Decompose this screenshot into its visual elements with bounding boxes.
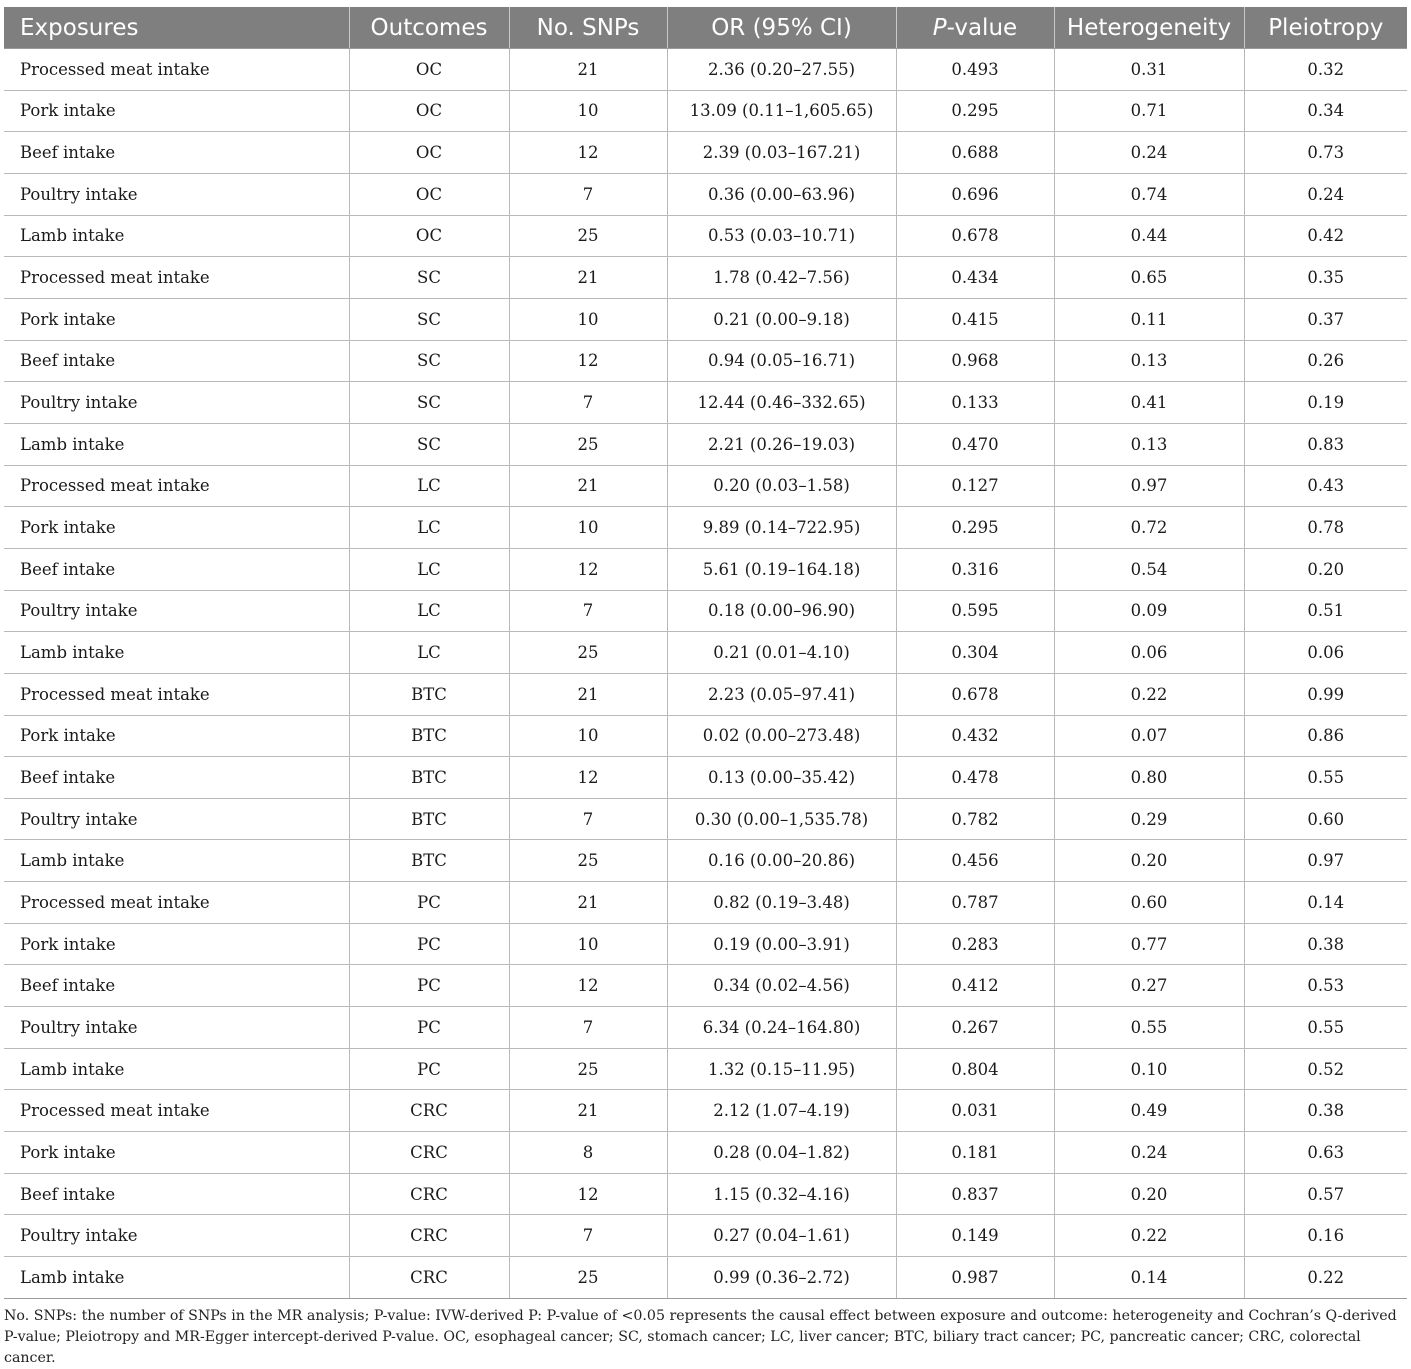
- cell-exposure: Lamb intake: [4, 215, 349, 257]
- cell-snps: 25: [509, 423, 667, 465]
- cell-outcome: CRC: [349, 1090, 509, 1132]
- cell-snps: 7: [509, 1215, 667, 1257]
- cell-heterogeneity: 0.29: [1054, 798, 1244, 840]
- cell-outcome: OC: [349, 49, 509, 91]
- cell-pleiotropy: 0.35: [1244, 257, 1407, 299]
- cell-p-value: 0.415: [896, 298, 1054, 340]
- cell-snps: 12: [509, 132, 667, 174]
- table-row: [4, 382, 1407, 424]
- cell-p-value: 0.987: [896, 1257, 1054, 1299]
- cell-heterogeneity: 0.24: [1054, 132, 1244, 174]
- cell-p-value: 0.031: [896, 1090, 1054, 1132]
- table-row: [4, 1132, 1407, 1174]
- cell-p-value: 0.304: [896, 632, 1054, 674]
- cell-heterogeneity: 0.31: [1054, 49, 1244, 91]
- cell-outcome: BTC: [349, 798, 509, 840]
- cell-heterogeneity: 0.11: [1054, 298, 1244, 340]
- cell-snps: 12: [509, 1173, 667, 1215]
- cell-heterogeneity: 0.24: [1054, 1132, 1244, 1174]
- cell-or-ci: 0.21 (0.00–9.18): [667, 298, 896, 340]
- cell-snps: 7: [509, 798, 667, 840]
- cell-outcome: LC: [349, 590, 509, 632]
- cell-outcome: PC: [349, 923, 509, 965]
- cell-heterogeneity: 0.09: [1054, 590, 1244, 632]
- cell-outcome: LC: [349, 465, 509, 507]
- cell-pleiotropy: 0.14: [1244, 882, 1407, 924]
- cell-outcome: PC: [349, 882, 509, 924]
- cell-snps: 10: [509, 507, 667, 549]
- cell-or-ci: 0.34 (0.02–4.56): [667, 965, 896, 1007]
- cell-pleiotropy: 0.97: [1244, 840, 1407, 882]
- table-row: [4, 465, 1407, 507]
- cell-snps: 25: [509, 632, 667, 674]
- cell-or-ci: 12.44 (0.46–332.65): [667, 382, 896, 424]
- cell-pleiotropy: 0.55: [1244, 757, 1407, 799]
- table-row: [4, 298, 1407, 340]
- cell-or-ci: 2.36 (0.20–27.55): [667, 49, 896, 91]
- cell-heterogeneity: 0.10: [1054, 1048, 1244, 1090]
- cell-snps: 25: [509, 1048, 667, 1090]
- cell-outcome: OC: [349, 132, 509, 174]
- cell-or-ci: 2.23 (0.05–97.41): [667, 673, 896, 715]
- cell-pleiotropy: 0.60: [1244, 798, 1407, 840]
- cell-heterogeneity: 0.41: [1054, 382, 1244, 424]
- cell-or-ci: 0.82 (0.19–3.48): [667, 882, 896, 924]
- cell-heterogeneity: 0.71: [1054, 90, 1244, 132]
- footnote-line-2: P-value; Pleiotropy and MR-Egger intercept-derived P-value. OC, esophageal cancer; SC, stomach cancer; LC, liver cancer; BTC, biliary tract cancer; PC, pancreatic cancer; CRC, colorectal cancer.: [4, 1328, 1361, 1366]
- cell-or-ci: 0.13 (0.00–35.42): [667, 757, 896, 799]
- table-row: [4, 798, 1407, 840]
- cell-exposure: Pork intake: [4, 507, 349, 549]
- table-row: [4, 632, 1407, 674]
- cell-exposure: Pork intake: [4, 90, 349, 132]
- table-row: [4, 882, 1407, 924]
- cell-exposure: Lamb intake: [4, 1257, 349, 1299]
- cell-or-ci: 0.21 (0.01–4.10): [667, 632, 896, 674]
- cell-p-value: 0.434: [896, 257, 1054, 299]
- cell-outcome: BTC: [349, 673, 509, 715]
- table-row: [4, 507, 1407, 549]
- cell-outcome: SC: [349, 340, 509, 382]
- cell-outcome: CRC: [349, 1257, 509, 1299]
- table-row: [4, 923, 1407, 965]
- cell-exposure: Beef intake: [4, 340, 349, 382]
- cell-pleiotropy: 0.37: [1244, 298, 1407, 340]
- cell-p-value: 0.295: [896, 90, 1054, 132]
- cell-snps: 7: [509, 1007, 667, 1049]
- cell-heterogeneity: 0.54: [1054, 548, 1244, 590]
- cell-exposure: Pork intake: [4, 298, 349, 340]
- cell-heterogeneity: 0.22: [1054, 1215, 1244, 1257]
- mr-results-table: [4, 7, 1407, 1299]
- cell-pleiotropy: 0.22: [1244, 1257, 1407, 1299]
- cell-snps: 12: [509, 548, 667, 590]
- header-exposures[interactable]: Exposures: [4, 7, 349, 49]
- cell-or-ci: 0.16 (0.00–20.86): [667, 840, 896, 882]
- cell-p-value: 0.432: [896, 715, 1054, 757]
- results-table-container: [4, 7, 1407, 1369]
- cell-p-value: 0.968: [896, 340, 1054, 382]
- cell-exposure: Lamb intake: [4, 423, 349, 465]
- header-p-value[interactable]: [896, 7, 1054, 49]
- cell-pleiotropy: 0.63: [1244, 1132, 1407, 1174]
- cell-p-value: 0.295: [896, 507, 1054, 549]
- cell-or-ci: 0.27 (0.04–1.61): [667, 1215, 896, 1257]
- cell-p-value: 0.149: [896, 1215, 1054, 1257]
- cell-or-ci: 0.02 (0.00–273.48): [667, 715, 896, 757]
- cell-heterogeneity: 0.06: [1054, 632, 1244, 674]
- cell-p-value: 0.493: [896, 49, 1054, 91]
- cell-or-ci: 0.94 (0.05–16.71): [667, 340, 896, 382]
- header-outcomes[interactable]: Outcomes: [349, 7, 509, 49]
- cell-p-value: 0.782: [896, 798, 1054, 840]
- cell-heterogeneity: 0.27: [1054, 965, 1244, 1007]
- cell-exposure: Lamb intake: [4, 1048, 349, 1090]
- cell-outcome: PC: [349, 965, 509, 1007]
- cell-p-value: 0.688: [896, 132, 1054, 174]
- table-row: [4, 757, 1407, 799]
- cell-or-ci: 2.21 (0.26–19.03): [667, 423, 896, 465]
- cell-p-value: 0.696: [896, 173, 1054, 215]
- cell-pleiotropy: 0.52: [1244, 1048, 1407, 1090]
- cell-p-value: 0.456: [896, 840, 1054, 882]
- cell-or-ci: 5.61 (0.19–164.18): [667, 548, 896, 590]
- header-or[interactable]: OR (95% CI): [667, 7, 896, 49]
- header-p-italic: P: [932, 14, 947, 41]
- cell-p-value: 0.412: [896, 965, 1054, 1007]
- cell-snps: 8: [509, 1132, 667, 1174]
- cell-snps: 25: [509, 1257, 667, 1299]
- cell-heterogeneity: 0.07: [1054, 715, 1244, 757]
- cell-snps: 21: [509, 49, 667, 91]
- cell-outcome: LC: [349, 507, 509, 549]
- cell-snps: 21: [509, 673, 667, 715]
- cell-p-value: 0.804: [896, 1048, 1054, 1090]
- cell-heterogeneity: 0.60: [1054, 882, 1244, 924]
- cell-pleiotropy: 0.43: [1244, 465, 1407, 507]
- cell-or-ci: 2.12 (1.07–4.19): [667, 1090, 896, 1132]
- cell-p-value: 0.127: [896, 465, 1054, 507]
- cell-outcome: LC: [349, 548, 509, 590]
- cell-pleiotropy: 0.38: [1244, 923, 1407, 965]
- cell-pleiotropy: 0.83: [1244, 423, 1407, 465]
- table-header-row: [4, 7, 1407, 49]
- cell-outcome: SC: [349, 382, 509, 424]
- cell-exposure: Beef intake: [4, 548, 349, 590]
- table-row: [4, 840, 1407, 882]
- cell-exposure: Poultry intake: [4, 173, 349, 215]
- cell-heterogeneity: 0.20: [1054, 1173, 1244, 1215]
- cell-outcome: CRC: [349, 1215, 509, 1257]
- cell-p-value: 0.787: [896, 882, 1054, 924]
- cell-outcome: OC: [349, 215, 509, 257]
- cell-snps: 7: [509, 590, 667, 632]
- cell-p-value: 0.283: [896, 923, 1054, 965]
- table-row: [4, 49, 1407, 91]
- cell-exposure: Pork intake: [4, 1132, 349, 1174]
- cell-or-ci: 0.53 (0.03–10.71): [667, 215, 896, 257]
- cell-pleiotropy: 0.57: [1244, 1173, 1407, 1215]
- cell-p-value: 0.595: [896, 590, 1054, 632]
- cell-snps: 21: [509, 1090, 667, 1132]
- cell-exposure: Beef intake: [4, 965, 349, 1007]
- cell-heterogeneity: 0.65: [1054, 257, 1244, 299]
- cell-heterogeneity: 0.77: [1054, 923, 1244, 965]
- header-p-rest: -value: [946, 14, 1018, 41]
- cell-pleiotropy: 0.99: [1244, 673, 1407, 715]
- cell-snps: 10: [509, 90, 667, 132]
- cell-or-ci: 2.39 (0.03–167.21): [667, 132, 896, 174]
- cell-p-value: 0.316: [896, 548, 1054, 590]
- cell-pleiotropy: 0.06: [1244, 632, 1407, 674]
- cell-heterogeneity: 0.72: [1054, 507, 1244, 549]
- cell-pleiotropy: 0.78: [1244, 507, 1407, 549]
- table-row: [4, 1173, 1407, 1215]
- table-row: [4, 340, 1407, 382]
- table-row: [4, 1007, 1407, 1049]
- cell-exposure: Processed meat intake: [4, 1090, 349, 1132]
- cell-pleiotropy: 0.20: [1244, 548, 1407, 590]
- cell-or-ci: 1.78 (0.42–7.56): [667, 257, 896, 299]
- table-row: [4, 1257, 1407, 1299]
- cell-exposure: Poultry intake: [4, 798, 349, 840]
- cell-snps: 21: [509, 465, 667, 507]
- cell-heterogeneity: 0.49: [1054, 1090, 1244, 1132]
- cell-heterogeneity: 0.22: [1054, 673, 1244, 715]
- cell-or-ci: 0.30 (0.00–1,535.78): [667, 798, 896, 840]
- cell-outcome: CRC: [349, 1132, 509, 1174]
- cell-or-ci: 6.34 (0.24–164.80): [667, 1007, 896, 1049]
- cell-heterogeneity: 0.80: [1054, 757, 1244, 799]
- cell-exposure: Poultry intake: [4, 590, 349, 632]
- cell-exposure: Pork intake: [4, 715, 349, 757]
- cell-snps: 21: [509, 882, 667, 924]
- cell-or-ci: 0.36 (0.00–63.96): [667, 173, 896, 215]
- cell-exposure: Processed meat intake: [4, 465, 349, 507]
- table-row: [4, 1215, 1407, 1257]
- cell-pleiotropy: 0.51: [1244, 590, 1407, 632]
- cell-outcome: SC: [349, 423, 509, 465]
- cell-or-ci: 1.32 (0.15–11.95): [667, 1048, 896, 1090]
- table-row: [4, 1090, 1407, 1132]
- table-row: [4, 215, 1407, 257]
- cell-pleiotropy: 0.16: [1244, 1215, 1407, 1257]
- cell-snps: 7: [509, 173, 667, 215]
- cell-outcome: CRC: [349, 1173, 509, 1215]
- table-row: [4, 590, 1407, 632]
- cell-snps: 21: [509, 257, 667, 299]
- cell-heterogeneity: 0.14: [1054, 1257, 1244, 1299]
- cell-snps: 10: [509, 715, 667, 757]
- cell-pleiotropy: 0.42: [1244, 215, 1407, 257]
- table-row: [4, 423, 1407, 465]
- table-footnote: [4, 1306, 1407, 1369]
- table-row: [4, 257, 1407, 299]
- cell-outcome: PC: [349, 1048, 509, 1090]
- table-row: [4, 673, 1407, 715]
- cell-heterogeneity: 0.13: [1054, 423, 1244, 465]
- cell-exposure: Pork intake: [4, 923, 349, 965]
- cell-pleiotropy: 0.26: [1244, 340, 1407, 382]
- cell-heterogeneity: 0.97: [1054, 465, 1244, 507]
- table-row: [4, 548, 1407, 590]
- cell-exposure: Processed meat intake: [4, 882, 349, 924]
- cell-pleiotropy: 0.32: [1244, 49, 1407, 91]
- footnote-line-1: No. SNPs: the number of SNPs in the MR analysis; P-value: IVW-derived P: P-value of <0.05 represents the causal effect between exposure and outcome: heterogeneity and Cochran’s Q-derived: [4, 1307, 1397, 1324]
- cell-snps: 25: [509, 215, 667, 257]
- cell-snps: 12: [509, 965, 667, 1007]
- cell-heterogeneity: 0.74: [1054, 173, 1244, 215]
- cell-exposure: Processed meat intake: [4, 257, 349, 299]
- cell-pleiotropy: 0.86: [1244, 715, 1407, 757]
- cell-outcome: PC: [349, 1007, 509, 1049]
- cell-heterogeneity: 0.44: [1054, 215, 1244, 257]
- table-row: [4, 90, 1407, 132]
- cell-exposure: Lamb intake: [4, 840, 349, 882]
- cell-outcome: BTC: [349, 715, 509, 757]
- cell-or-ci: 0.28 (0.04–1.82): [667, 1132, 896, 1174]
- cell-pleiotropy: 0.38: [1244, 1090, 1407, 1132]
- table-body: [4, 49, 1407, 1299]
- cell-exposure: Poultry intake: [4, 1215, 349, 1257]
- cell-p-value: 0.470: [896, 423, 1054, 465]
- table-row: [4, 715, 1407, 757]
- cell-snps: 10: [509, 298, 667, 340]
- cell-pleiotropy: 0.24: [1244, 173, 1407, 215]
- cell-exposure: Lamb intake: [4, 632, 349, 674]
- table-row: [4, 132, 1407, 174]
- table-row: [4, 1048, 1407, 1090]
- cell-exposure: Poultry intake: [4, 1007, 349, 1049]
- cell-heterogeneity: 0.13: [1054, 340, 1244, 382]
- cell-p-value: 0.678: [896, 673, 1054, 715]
- cell-outcome: LC: [349, 632, 509, 674]
- cell-pleiotropy: 0.73: [1244, 132, 1407, 174]
- header-pleiotropy[interactable]: Pleiotropy: [1244, 7, 1407, 49]
- cell-heterogeneity: 0.55: [1054, 1007, 1244, 1049]
- cell-p-value: 0.478: [896, 757, 1054, 799]
- cell-or-ci: 0.18 (0.00–96.90): [667, 590, 896, 632]
- cell-outcome: SC: [349, 257, 509, 299]
- cell-exposure: Beef intake: [4, 757, 349, 799]
- cell-pleiotropy: 0.55: [1244, 1007, 1407, 1049]
- cell-or-ci: 1.15 (0.32–4.16): [667, 1173, 896, 1215]
- cell-or-ci: 13.09 (0.11–1,605.65): [667, 90, 896, 132]
- cell-exposure: Processed meat intake: [4, 49, 349, 91]
- header-snps[interactable]: No. SNPs: [509, 7, 667, 49]
- cell-pleiotropy: 0.53: [1244, 965, 1407, 1007]
- cell-or-ci: 9.89 (0.14–722.95): [667, 507, 896, 549]
- cell-outcome: BTC: [349, 757, 509, 799]
- cell-or-ci: 0.99 (0.36–2.72): [667, 1257, 896, 1299]
- cell-or-ci: 0.19 (0.00–3.91): [667, 923, 896, 965]
- cell-p-value: 0.267: [896, 1007, 1054, 1049]
- header-heterogeneity[interactable]: Heterogeneity: [1054, 7, 1244, 49]
- cell-p-value: 0.133: [896, 382, 1054, 424]
- cell-outcome: OC: [349, 173, 509, 215]
- cell-outcome: BTC: [349, 840, 509, 882]
- cell-p-value: 0.678: [896, 215, 1054, 257]
- cell-snps: 7: [509, 382, 667, 424]
- cell-exposure: Beef intake: [4, 132, 349, 174]
- cell-snps: 12: [509, 757, 667, 799]
- cell-snps: 12: [509, 340, 667, 382]
- table-row: [4, 965, 1407, 1007]
- cell-pleiotropy: 0.19: [1244, 382, 1407, 424]
- cell-exposure: Poultry intake: [4, 382, 349, 424]
- cell-p-value: 0.837: [896, 1173, 1054, 1215]
- cell-exposure: Beef intake: [4, 1173, 349, 1215]
- cell-or-ci: 0.20 (0.03–1.58): [667, 465, 896, 507]
- cell-heterogeneity: 0.20: [1054, 840, 1244, 882]
- cell-snps: 10: [509, 923, 667, 965]
- cell-outcome: OC: [349, 90, 509, 132]
- cell-p-value: 0.181: [896, 1132, 1054, 1174]
- table-row: [4, 173, 1407, 215]
- cell-snps: 25: [509, 840, 667, 882]
- cell-exposure: Processed meat intake: [4, 673, 349, 715]
- cell-pleiotropy: 0.34: [1244, 90, 1407, 132]
- cell-outcome: SC: [349, 298, 509, 340]
